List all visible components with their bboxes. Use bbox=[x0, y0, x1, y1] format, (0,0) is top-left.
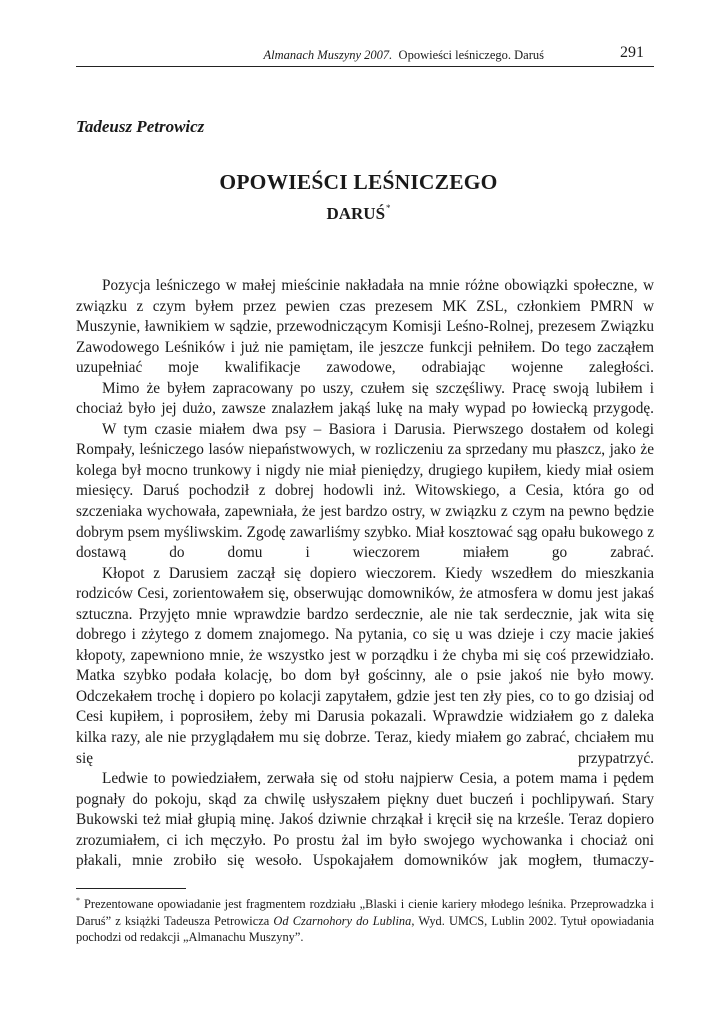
article-body bbox=[76, 276, 654, 872]
footnote-text-before: Prezentowane opowiadanie jest fragmentem rozdziału „Blaski i cienie kariery młodego leśnika. Przeprowadzka i Daruś” z książki Tadeusza Petrowicza bbox=[76, 897, 654, 928]
paragraph: Kłopot z Darusiem zaczął się dopiero wieczorem. Kiedy wszedłem do mieszkania rodziców Cesi, zorientowałem się, obserwując domowników, że atmosfera w domu jest jakaś sztuczna. Przyjęto mnie wprawdzie bardzo serdecznie, ale nie tak serdecznie, jak wita się dobrego i zżytego z domem znajomego. Na pytania, co się u was dzieje i czy macie jakieś kłopoty, zapewniono mnie, że wszystko jest w porządku i że chyba mi się coś przewidziało. Matka szybko podała kolację, bo dom był gościnny, ale o psie jakoś nie było mowy. Odczekałem trochę i dopiero po kolacji zapytałem, gdzie jest ten zły pies, co to go dzisiaj od Cesi kupiłem, i poprosiłem, żeby mi Darusia pokazali. Wprawdzie widziałem go z daleka kilka razy, ale nie przyglądałem mu się dobrze. Teraz, kiedy miałem go zabrać, chciałem mu się przypatrzyć. bbox=[76, 564, 654, 767]
paragraph: Ledwie to powiedziałem, zerwała się od stołu najpierw Cesia, a potem mama i pędem pognały do pokoju, skąd za chwilę usłyszałem piękny duet buczeń i pochlipywań. Stary Bukowski też miał głupią minę. Jakoś dziwnie chrząkał i kręcił się na krześle. Teraz dopiero zrozumiałem, ci ich męczyło. Po prostu żal im było swojego wychowanka i chociaż oni płakali, mnie zrobiło się wesoło. Uspokajałem domowników jak mogłem, tłumaczy- bbox=[76, 770, 654, 870]
footnote-reference: * bbox=[386, 203, 391, 213]
paragraph: Pozycja leśniczego w małej mieścinie nakładała na mnie różne obowiązki społeczne, w związku z czym byłem przez pewien czas prezesem MK ZSL, członkiem PMRN w Muszynie, ławnikiem w sądzie, przewodniczącym Komisji Leśno-Rolnej, prezesem Związku Zawodowego Leśników i już nie pamiętam, ile jeszcze funkcji pełniłem. Do tego zacząłem uzupełniać moje kwalifikacje zawodowe, odrabiając wojenne zaległości. bbox=[76, 277, 654, 377]
footnote-mark: * bbox=[76, 896, 80, 905]
footnote-book-title: Od Czarnohory do Lublina bbox=[273, 913, 412, 928]
paragraph: W tym czasie miałem dwa psy – Basiora i Darusia. Pierwszego dostałem od kolegi Rompały, leśniczego lasów niepaństwowych, w rozliczeniu za sprzedany mu płaszcz, jako że kolega był mocno trunkowy i nigdy nie miał pieniędzy, drugiego kupiłem, kiedy miał osiem miesięcy. Daruś pochodził z dobrej hodowli inż. Witowskiego, a Cesia, która go od szczeniaka wychowała, zapewniała, że jest bardzo ostry, w związku z czym na pewno będzie dobrym psem myśliwskim. Zgodę zawarliśmy szybko. Miał kosztować sąg opału bukowego z dostawą do domu i wieczorem miałem go zabrać. bbox=[76, 420, 654, 562]
footnote-text-after: , Wyd. UMCS, Lublin 2002. Tytuł opowiadania pochodzi od redakcji „Almanachu Muszyny”. bbox=[76, 913, 654, 944]
running-header bbox=[76, 44, 654, 66]
article-subtitle bbox=[0, 203, 717, 224]
header-title bbox=[264, 48, 545, 63]
page-number: 291 bbox=[620, 44, 644, 61]
header-rule bbox=[76, 66, 654, 67]
footnote-rule bbox=[76, 888, 186, 889]
article-title: OPOWIEŚCI LEŚNICZEGO bbox=[219, 170, 498, 194]
section-title: Opowieści leśniczego. Daruś bbox=[398, 48, 544, 62]
author-name: Tadeusz Petrowicz bbox=[76, 117, 205, 136]
journal-name: Almanach Muszyny 2007. bbox=[263, 48, 393, 62]
footnote bbox=[76, 893, 654, 946]
paragraph: Mimo że byłem zapracowany po uszy, czułem się szczęśliwy. Pracę swoją lubiłem i chociaż było jej dużo, zawsze znalazłem jakąś lukę na mały wypad po łowiecką przygodę. bbox=[76, 379, 654, 418]
subtitle-text: DARUŚ bbox=[326, 204, 386, 223]
